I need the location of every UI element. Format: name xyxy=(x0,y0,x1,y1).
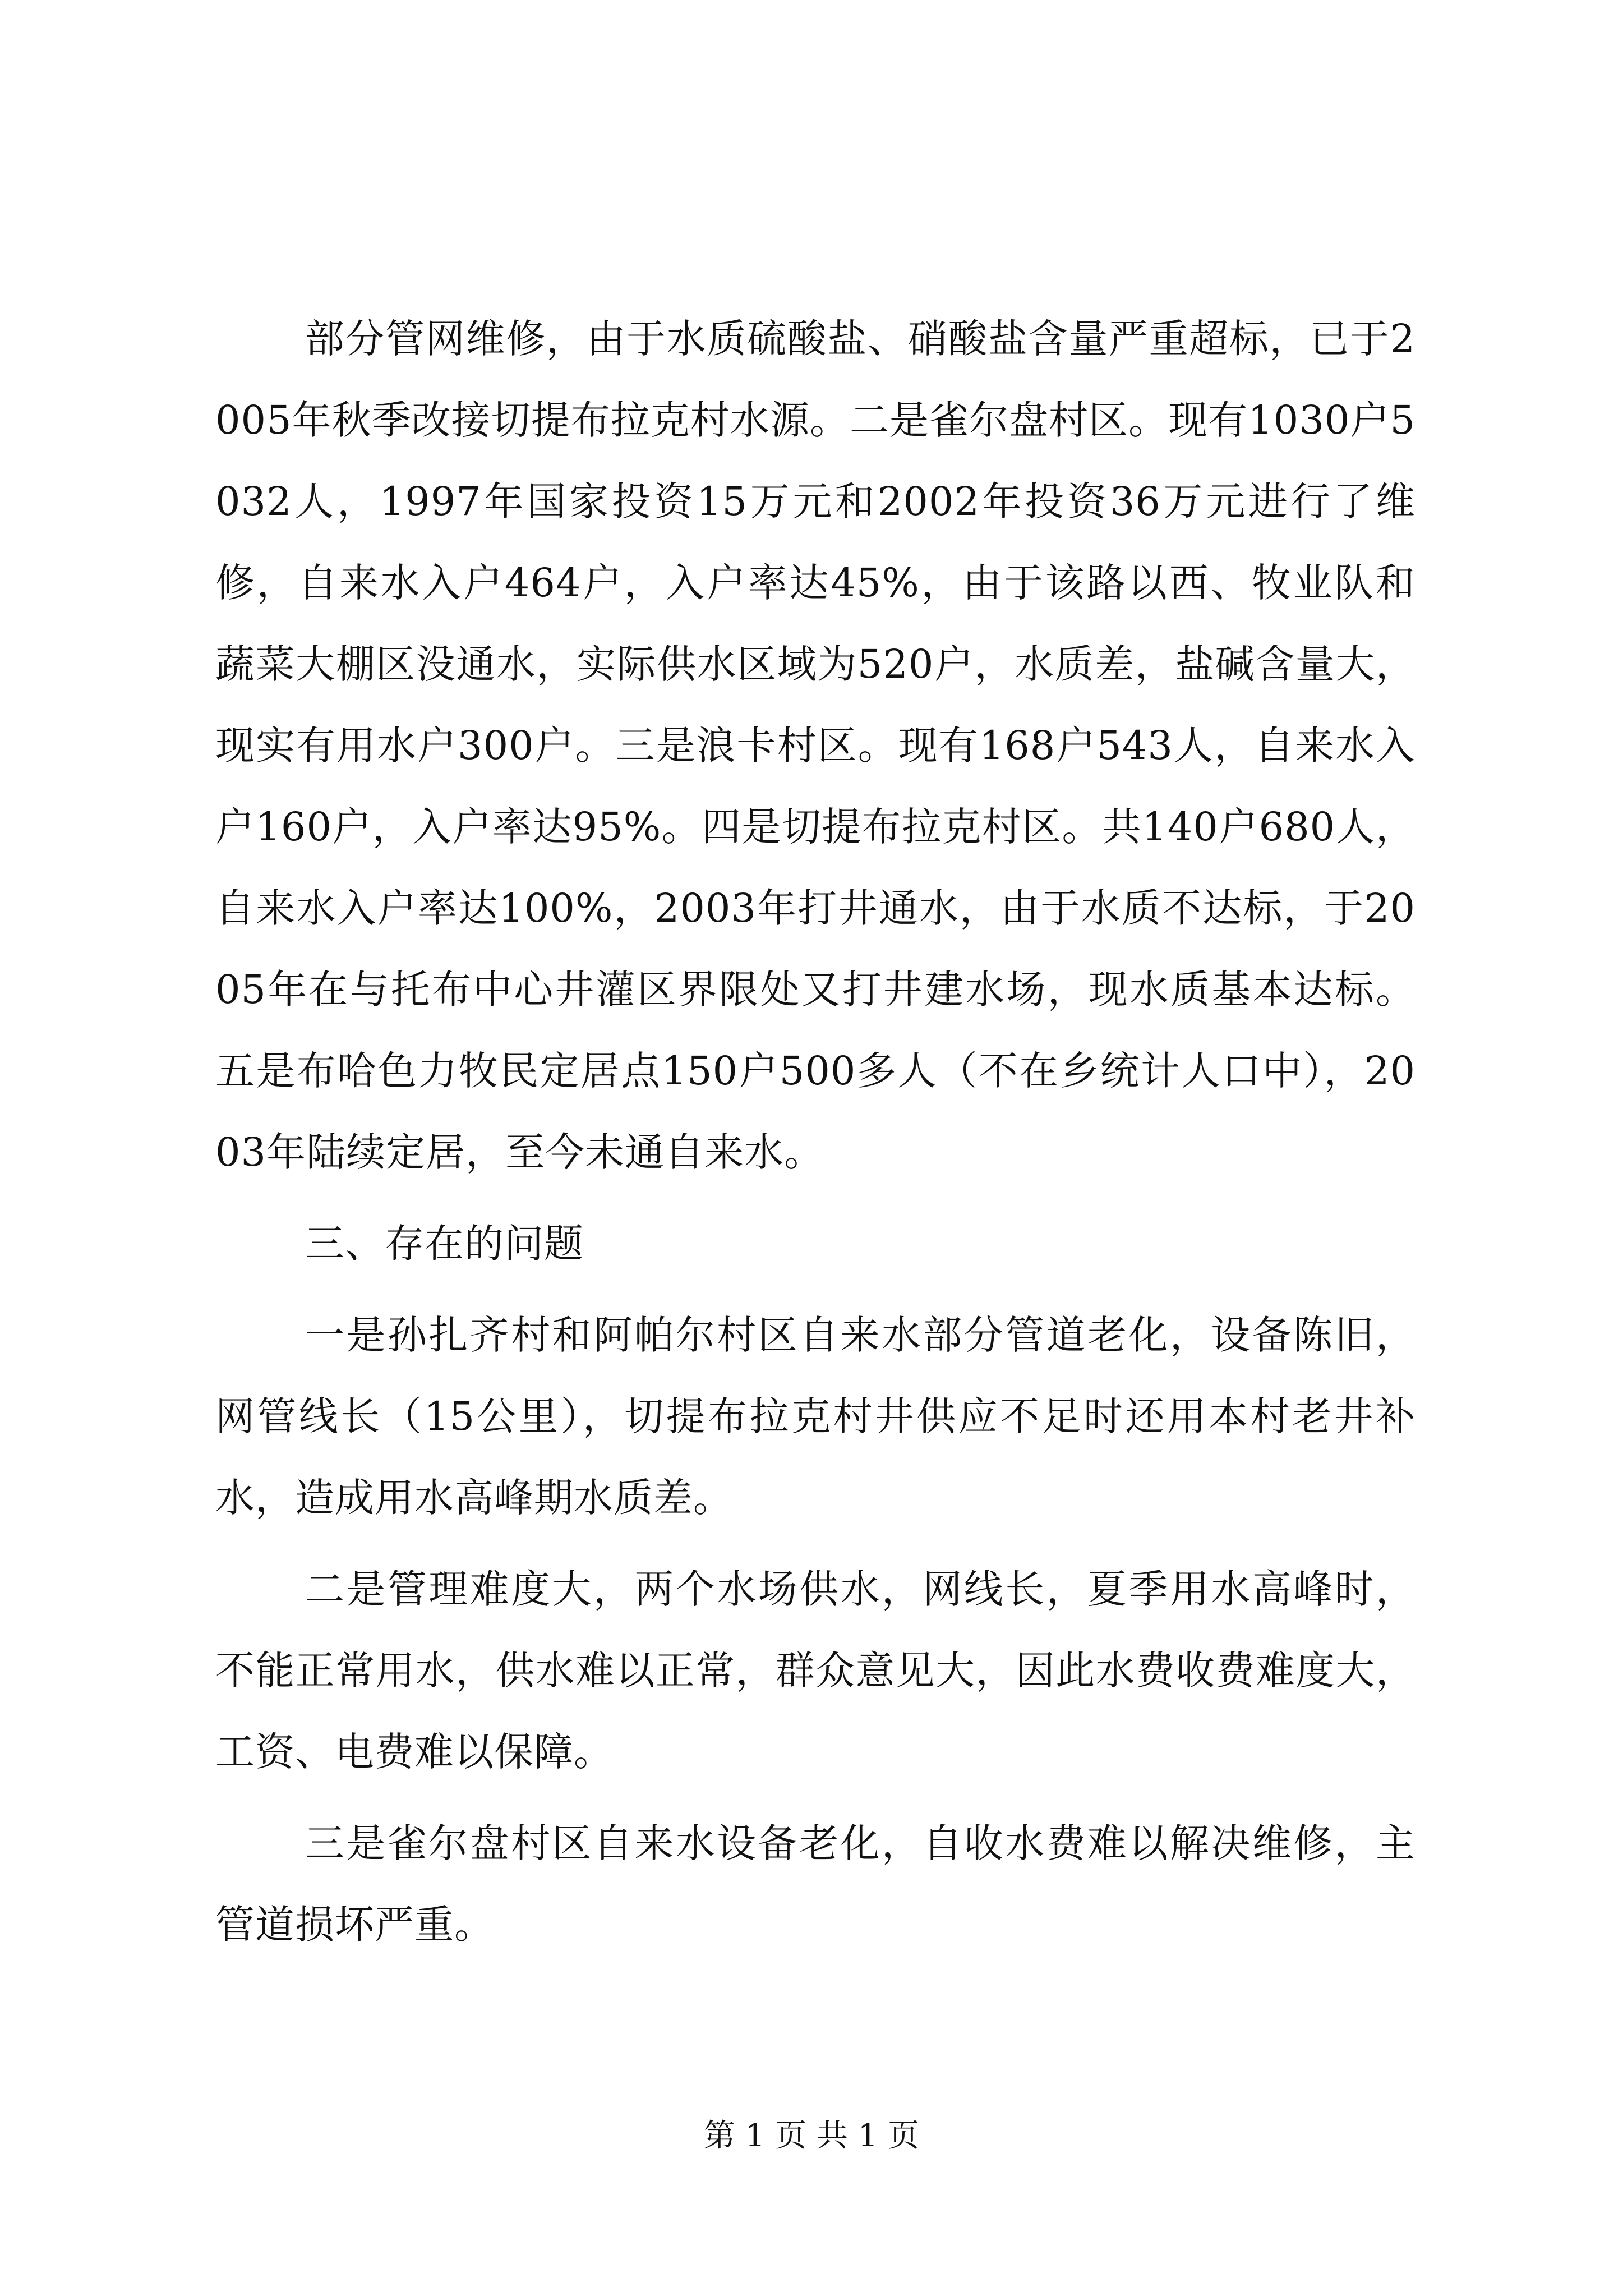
paragraph-problem-two: 二是管理难度大，两个水场供水，网线长，夏季用水高峰时，不能正常用水，供水难以正常，群众意见大，因此水费收费难度大，工资、电费难以保障。 xyxy=(215,1566,1415,1775)
paragraph-water-supply-status: 部分管网维修，由于水质硫酸盐、硝酸盐含量严重超标，已于2005年秋季改接切提布拉克村水源。二是雀尔盘村区。现有1030户5032人，1997年国家投资15万元和2002年投资36万元进行了维修，自来水入户464户，入户率达45%，由于该路以西、牧业队和蔬菜大棚区没通水，实际供水区域为520户，水质差，盐碱含量大，现实有用水户300户。三是浪卡村区。现有168户543人，自来水入户160户，入户率达95%。四是切提布拉克村区。共140户680人，自来水入户率达100%，2003年打井通水，由于水质不达标，于2005年在与托布中心井灌区界限处又打井建水场，现水质基本达标。五是布哈色力牧民定居点150户500多人（不在乡统计人口中），2003年陆续定居，至今未通自来水。 xyxy=(215,316,1415,1175)
document-body xyxy=(215,298,1415,1966)
page-footer: 第 1 页 共 1 页 xyxy=(703,2118,920,2154)
paragraph-problem-one: 一是孙扎齐村和阿帕尔村区自来水部分管道老化，设备陈旧，网管线长（15公里），切提布拉克村井供应不足时还用本村老井补水，造成用水高峰期水质差。 xyxy=(215,1312,1415,1521)
section-heading-problems: 三、存在的问题 xyxy=(305,1221,584,1267)
paragraph-problem-three: 三是雀尔盘村区自来水设备老化，自收水费难以解决维修，主管道损坏严重。 xyxy=(215,1820,1415,1948)
